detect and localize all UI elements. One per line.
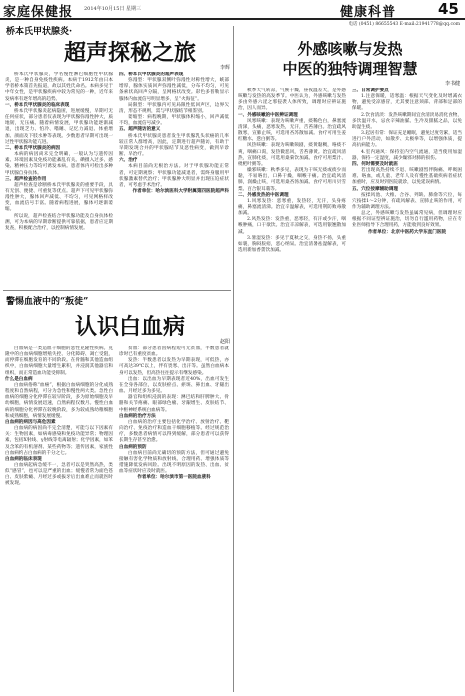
- paragraph: 桥本氏甲状腺炎患者发生甲状腺乳头状癌的几率较正常人群增高，因此，定期进行超声随访，有助于早期发现合并的甲状腺结节及恶性病变，做到早诊断、早治疗。: [119, 133, 229, 158]
- paragraph: 白血病是一类造血干细胞的恶性克隆性疾病。克隆中的白血病细胞增殖失控、分化障碍、凋亡受阻，而停滞在细胞发育的不同阶段。在骨髓和其他造血组织中，白血病细胞大量增生累积，并浸润其他器官和组织，而正常造血功能受抑制。: [5, 346, 113, 376]
- issue-date: 2014年10月15日 星期三: [84, 6, 142, 12]
- subheading: 五、穴位按摩辅助调理: [352, 186, 398, 192]
- article3-title-line2: 中医的独特调理智慧: [282, 60, 418, 78]
- paragraph: 弥漫型：甲状腺双侧叶弥漫性对称性增大，峡部增厚，腺体实质回声弥漫性减低，分布不均匀，可见条索状高回声分隔，呈网格状改变。彩色多普勒显示腺体内血流信号明显增多，呈“火海征”。: [119, 78, 229, 102]
- paragraph: 3.起居有常：保证充足睡眠，避免过度劳累，适当进行户外活动，如散步、太极拳等，以增强体质，提高抗病能力。: [352, 131, 462, 149]
- article1-byline: 李辉: [219, 65, 230, 71]
- subheading: 一、外感咳嗽的中医辨证调理: [238, 112, 298, 118]
- contact-info: 电话 (0451) 86655543 E-mail:21941778@qq.com: [348, 22, 460, 27]
- paragraph: 桥本氏甲状腺炎起病隐匿，进展缓慢，早期可无任何症状，部分患者仅表现为甲状腺弥漫性肿大，质地韧，无压痛。随着病情发展，甲状腺功能逐渐减退，出现乏力、怕冷、嗜睡、记忆力减退、体重增加、颜面及下肢水肿等表现。少数患者早期可出现一过性甲状腺功能亢进。: [5, 108, 113, 145]
- article1-section: 桥本氏甲状腺炎·: [6, 27, 73, 37]
- paragraph: 出血：以出血为早期表现者近40%，出血可发生在全身各部位，以皮肤瘀点、瘀斑、鼻出血、牙龈出血、月经过多为多见。: [119, 376, 229, 395]
- paragraph: 若出现高热持续不退、咳嗽剧烈伴胸痛、呼吸困难、咯血，或儿童、老年人及有慢性基础疾病者症状加重时，应及时到医院就诊，以免延误病情。: [352, 168, 462, 186]
- paragraph: 白血病目前尚无确切的预防方法，但可通过避免接触有害化学物质和放射线、合理用药、增强体质等措施降低发病风险。出现不明原因的发热、出血、贫血等症状时应及时就医。: [119, 450, 229, 475]
- subheading: 白血病的临床表现: [5, 456, 42, 462]
- subheading: 五、超声随访的意义: [119, 127, 161, 133]
- paragraph: 器官和组织浸润的表现：淋巴结和肝脾肿大、骨骼和关节疼痛、眼部绿色瘤、牙龈增生、皮肤结节、中枢神经系统白血病等。: [119, 395, 229, 413]
- subheading: 六、治疗: [119, 158, 138, 164]
- paragraph: 白血病的病因尚不完全清楚，可能与以下因素有关：生物因素，如病毒感染和免疫功能异常；物理因素，包括X射线、γ射线等电离辐射；化学因素，如苯及含苯的有机溶剂、某些药物等；遗传因素，家族性白血病约占白血病的千分之七。: [5, 426, 113, 456]
- subheading: 四、桥本氏甲状腺炎的超声表现: [119, 72, 184, 77]
- article3-byline: 李书健: [444, 81, 460, 87]
- article2-byline: 赵阳: [219, 339, 230, 345]
- paragraph: 超声检查是诊断桥本氏甲状腺炎的重要手段，具有无创、便捷、可重复等优点。超声下可见甲状腺弥漫性肿大，腺体回声减低、不均匀，可见网格样改变，血流信号丰富。随着病程进展，腺体可逐渐萎缩。: [5, 182, 113, 213]
- subheading: 一、桥本氏甲状腺炎的临床表现: [5, 102, 70, 108]
- subheading: 白血病的病因与高危因素: [5, 419, 56, 425]
- paragraph: 1.注意保暖，适寒温：根据天气变化及时增减衣物，避免受凉感冒，尤其要注意颈部、背部和足部的保暖。: [352, 94, 462, 112]
- article2-title: 认识白血病: [74, 315, 185, 340]
- paragraph: 3.暑湿发热：多见于夏秋之交，身热不扬，头重如裹，胸闷脘痞，恶心纳呆。治宜清暑祛湿解表，可选用新加香薷饮加减。: [238, 235, 346, 254]
- author-affiliation: 作者单位：哈尔滨医科大学附属第四医院超声科: [132, 188, 229, 194]
- article2-col1: [5, 346, 113, 691]
- paragraph: 白血病的治疗主要包括化学治疗、放射治疗、靶向治疗、免疫治疗和造血干细胞移植等。经过规范治疗，多数患者病情可以得到缓解，部分患者可以获得长期生存甚至治愈。: [119, 419, 229, 444]
- subheading: 三、日常调护要点: [352, 88, 389, 93]
- author-affiliation: 作者单位：北京中医药大学东直门医院: [367, 229, 447, 235]
- paragraph: 白血病俗称“血癌”，根据白血病细胞的分化成熟程度和自然病程，可分为急性和慢性两大类。急性白血病的细胞分化停滞在较早阶段，多为原始细胞及早幼细胞，病情发展迅速，自然病程仅数月。慢性白血病的细胞分化停滞在较晚阶段，多为较成熟幼稚细胞和成熟细胞，病情发展缓慢。: [5, 382, 113, 419]
- paragraph: 本病的病因尚未完全明确，一般认为与遗传因素、环境因素及免疫功能紊乱有关。碘摄入过多、感染、精神压力等均可诱发本病。患者体内可检出多种甲状腺自身抗体。: [5, 152, 113, 176]
- page-number: 45: [438, 0, 459, 18]
- paragraph: 白血病起病急缓不一，急者可以是突然高热，类似“感冒”，也可以是严重的出血；缓慢者常为面色苍白、皮肤紫癜、月经过多或拔牙后出血难止而就医时被发现。: [5, 462, 113, 487]
- article3-col2: [352, 88, 462, 692]
- article1-col1: [5, 72, 113, 287]
- article3-col1: [238, 88, 346, 692]
- subheading: 什么是白血病: [5, 376, 33, 382]
- article2-section: 警惕血液中的“叛徒”: [6, 297, 89, 307]
- section-title: 健康科普: [340, 5, 397, 20]
- author-affiliation: 作者单位：哈尔滨市第一医院血液科: [137, 475, 211, 481]
- article1-title: 超声探秘之旅: [63, 41, 196, 66]
- paragraph: 贫血：部分患者因病程短可无贫血，半数患者就诊时已有重度贫血。: [119, 346, 229, 358]
- paragraph: 局限型：甲状腺内可见局限性低回声区，边界欠清，形态不规则，需与甲状腺结节相鉴别。: [119, 102, 229, 114]
- subheading: 二、桥本氏甲状腺炎的病因: [5, 145, 61, 151]
- paragraph: 4.室内通风：保持室内空气流通，适当使用加湿器，保持一定湿度，减少燥邪对肺的损伤。: [352, 149, 462, 161]
- paragraph: 风热咳嗽：表现为咳嗽频剧，痰黄黏稠，咯痰不爽，咽痛口渴，发热微恶风，舌苔薄黄。治宜疏风清热，宣肺化痰，可选用桑菊饮加减。食疗可用梨汁、枇杷叶粥等。: [238, 143, 346, 167]
- article-divider: [3, 290, 231, 291]
- paragraph: 所以说，超声检查结合甲状腺功能及自身抗体检测，可为本病的早期诊断提供可靠依据，患者应定期复查，积极配合治疗，以控制病情发展。: [5, 213, 113, 231]
- paragraph: 燥邪咳嗽：秋季多见，表现为干咳无痰或痰少而黏，不易咯出，口鼻干燥，咽喉干痛。治宜疏风清肺，润燥止咳，可选用桑杏汤加减。食疗可用川贝雪梨、百合银耳羹等。: [238, 168, 346, 192]
- masthead: [0, 0, 465, 20]
- subheading: 二、外感发热的中医调理: [238, 192, 289, 198]
- subheading: 白血病的预防: [119, 444, 147, 450]
- paragraph: 秋季天气转凉，气候干燥，昼夜温差大，是外感咳嗽与发热的高发季节。中医认为，外感咳嗽与发热多由外感六淫之邪侵袭人体所致，调理时应辨证施治，因人而异。: [238, 88, 346, 112]
- paragraph: 2.饮食清淡：发热咳嗽期间宜食清淡易消化食物，多饮温开水，忌食辛辣油腻、生冷及甜腻之品，以免助湿生痰。: [352, 112, 462, 130]
- paragraph: 本病目前尚无根治方法。对于甲状腺功能正常者，可定期观察；甲状腺功能减退者，需终身服用甲状腺激素替代治疗；甲状腺肿大明显并出现压迫症状者，可考虑手术治疗。: [119, 164, 229, 188]
- paragraph: 桥本氏甲状腺炎，学名慢性淋巴细胞性甲状腺炎，是一种自身免疫性疾病。本病于1912年由日本学者桥本策首先报道，故以其姓氏命名。本病多见于中年女性，是甲状腺疾病中较为常见的一种，近年来发病率有逐年增高的趋势。: [5, 72, 113, 102]
- paragraph: 1.风寒发热：恶寒重，发热轻，无汗，头身疼痛，鼻塞流清涕。治宜辛温解表，可选用荆防败毒散加减。: [238, 198, 346, 217]
- article2-col2: [119, 346, 229, 691]
- paragraph: 按揉风池、大椎、合谷、列缺、肺俞等穴位，每穴按揉1～2分钟，有疏风解表、宣肺止咳的作用，可作为辅助调理方法。: [352, 192, 462, 210]
- article1-col2: [119, 72, 229, 287]
- subheading: 四、何时需要及时就医: [352, 161, 398, 167]
- newspaper-title: 家庭保健报: [3, 5, 74, 20]
- subheading: 白血病的治疗方法: [119, 413, 156, 419]
- article3-title-line1: 外感咳嗽与发热: [297, 40, 403, 58]
- paragraph: 发热：半数患者以发热为早期表现，可低热，亦可高达39℃以上，伴有畏寒、出汗等。虽然白血病本身可以发热，但高热往往提示有继发感染。: [119, 358, 229, 376]
- column-divider: [233, 26, 234, 692]
- paragraph: 2.风热发热：发热重，恶寒轻，有汗或少汗，咽喉肿痛，口干欲饮。治宜辛凉解表，可选用银翘散加减。: [238, 217, 346, 235]
- paragraph: 萎缩型：病程晚期，甲状腺体积缩小，回声减低不均，血流信号减少。: [119, 115, 229, 127]
- subheading: 三、超声检查的作用: [5, 176, 47, 182]
- paragraph: 总之，外感咳嗽与发热虽属常见病，但调理时应根据不同证型辨证施治，切勿自行滥用药物，应在专业医师指导下合理用药，方能收到良好效果。: [352, 211, 462, 229]
- paragraph: 风寒咳嗽：表现为咳嗽声重，痰稀色白，鼻塞流清涕，头痛，恶寒发热，无汗，舌苔薄白。治宜疏风散寒，宣肺止咳，可选用杏苏散加减。食疗可用生姜红糖水、葱白粥等。: [238, 118, 346, 143]
